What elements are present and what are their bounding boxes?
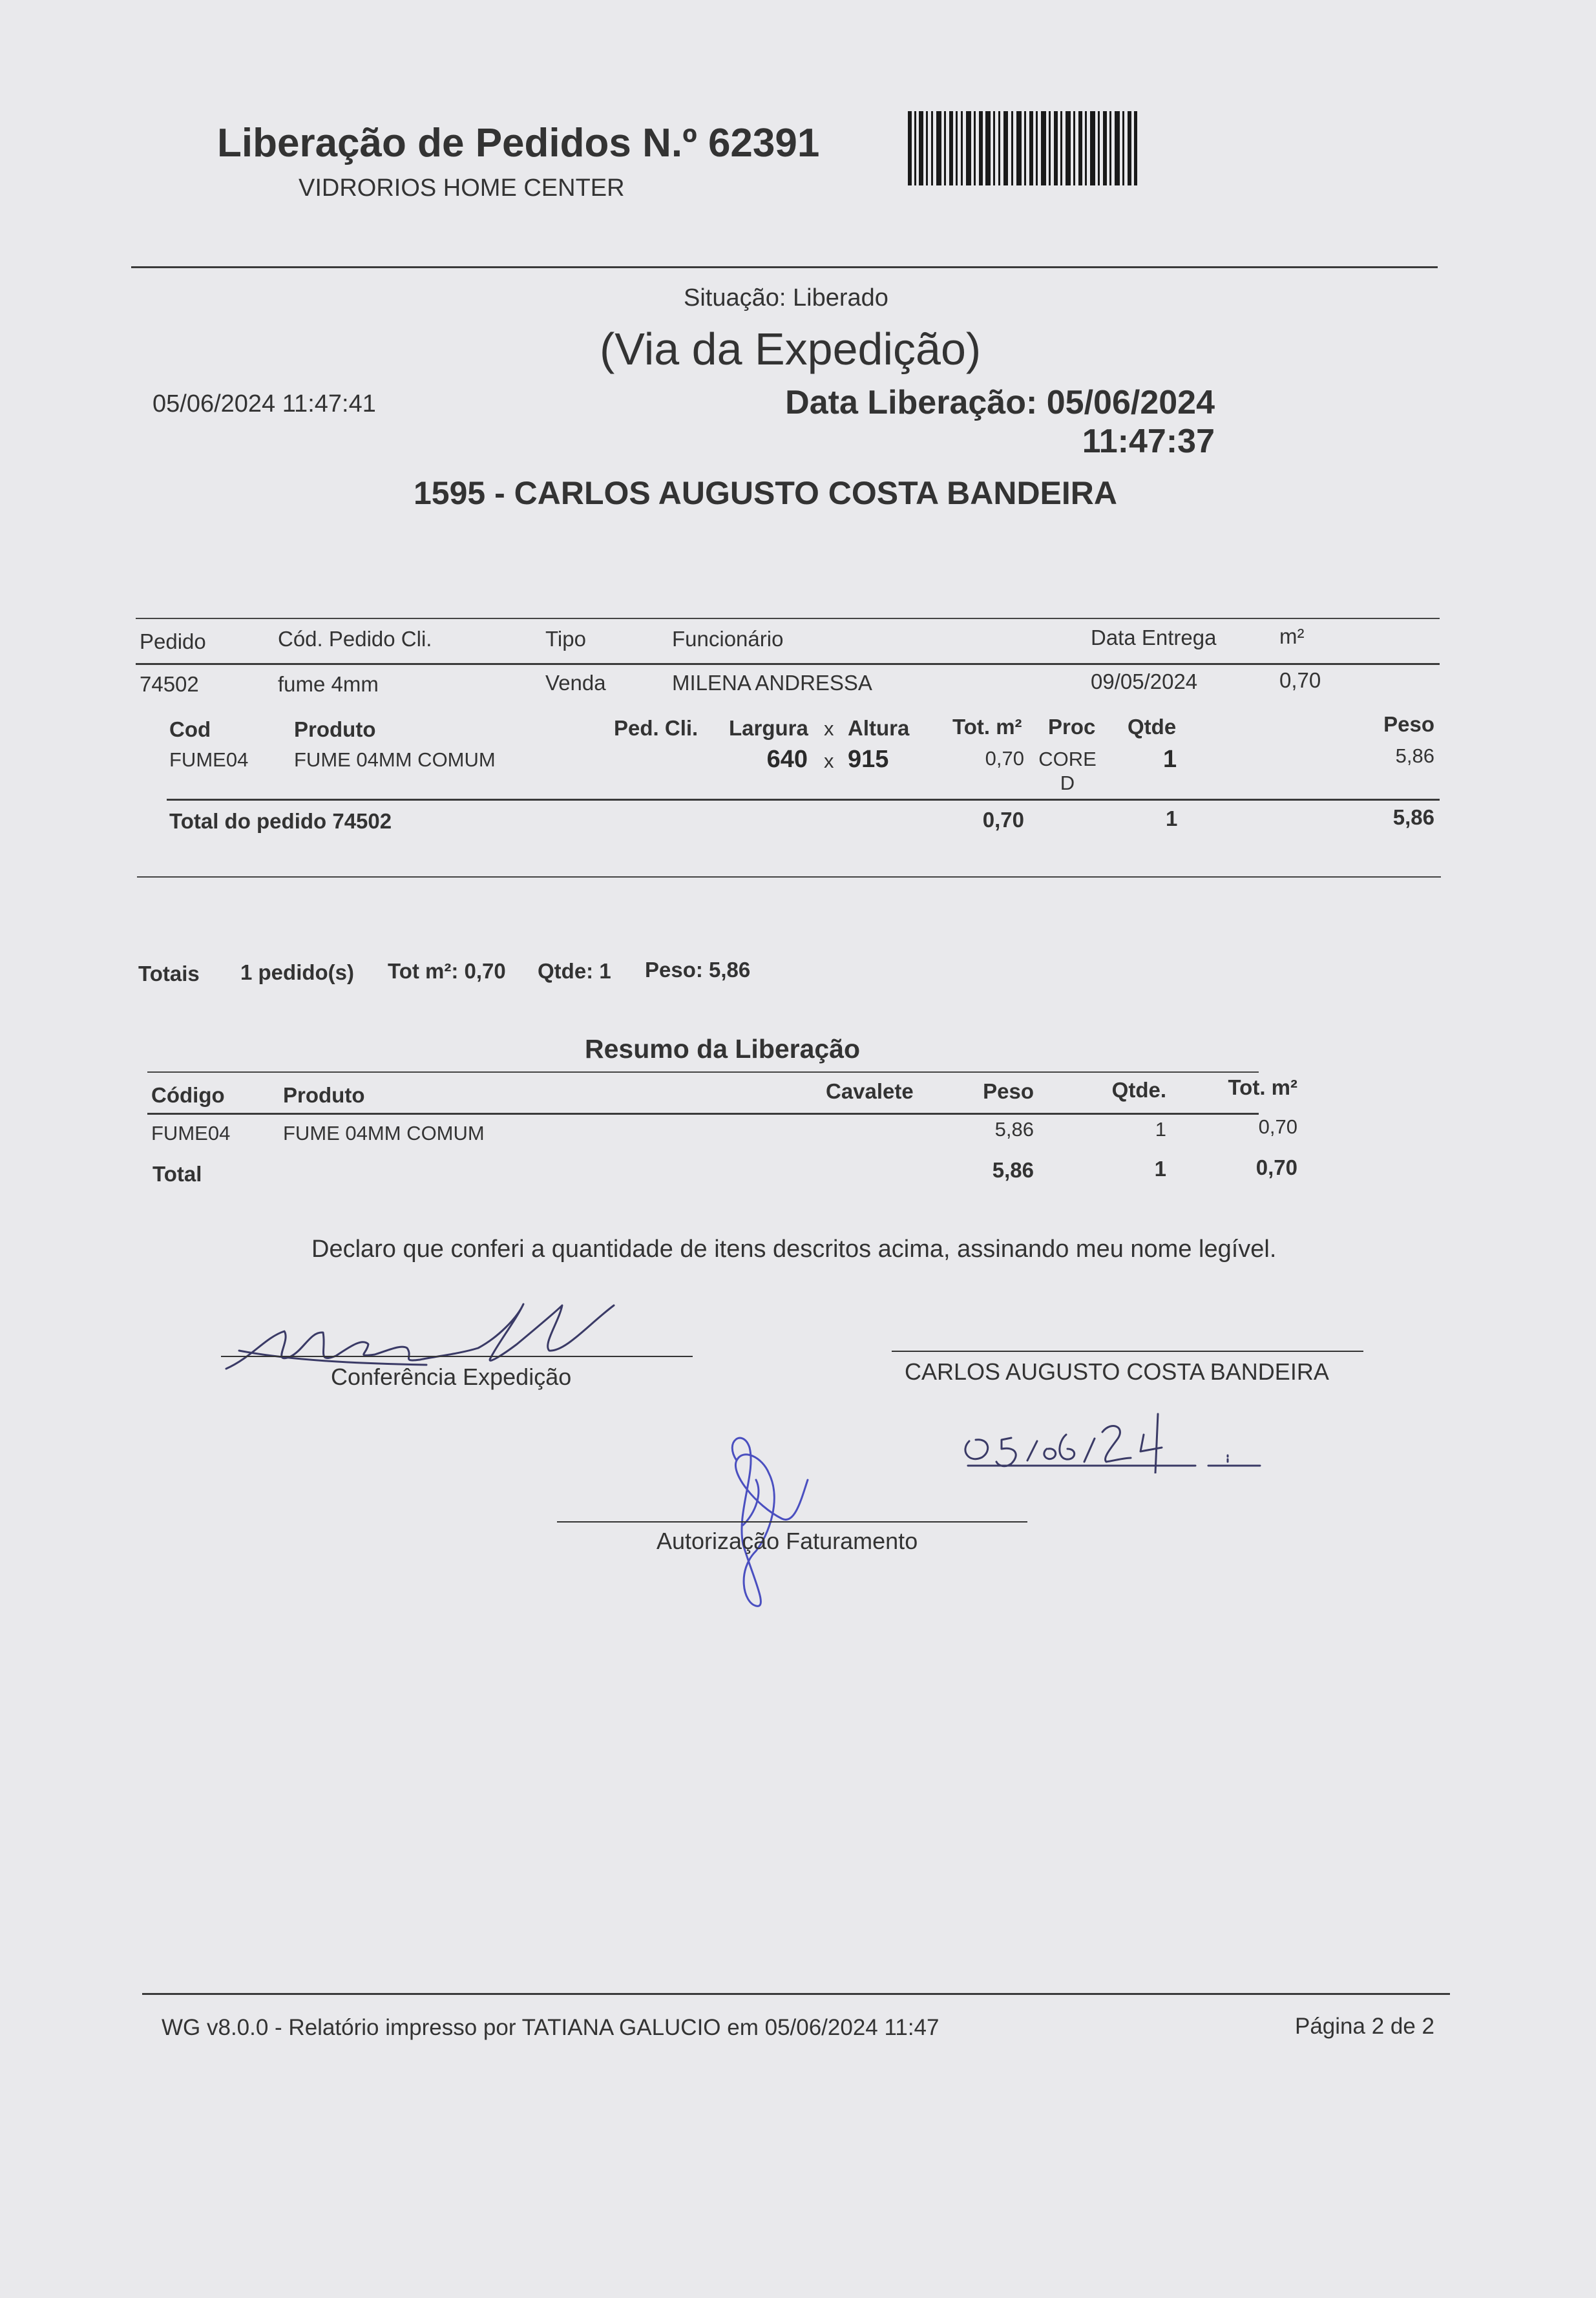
- order-table-header-rule: [136, 663, 1440, 665]
- totals-label: Totais: [138, 962, 200, 986]
- item-x: x: [824, 750, 834, 772]
- col-produto: Produto: [294, 717, 376, 741]
- client-name: 1595 - CARLOS AUGUSTO COSTA BANDEIRA: [414, 475, 1118, 511]
- summary-total-label: Total: [152, 1162, 202, 1186]
- order-number: 74502: [140, 672, 199, 696]
- order-type: Venda: [545, 671, 606, 695]
- order-total-m2: 0,70: [982, 808, 1024, 832]
- totals-orders: 1 pedido(s): [240, 960, 355, 984]
- col-ped-cli: Ped. Cli.: [614, 716, 698, 740]
- release-date-label: Data Liberação: 05/06/2024: [785, 384, 1215, 421]
- print-timestamp: 05/06/2024 11:47:41: [152, 390, 376, 417]
- item-proc-line2: D: [1060, 772, 1075, 795]
- summary-col-cavalete: Cavalete: [826, 1079, 914, 1103]
- authorization-signature: [717, 1422, 821, 1616]
- header-divider: [131, 266, 1438, 268]
- col-m2: m²: [1279, 624, 1305, 648]
- summary-row-peso: 5,86: [994, 1118, 1034, 1141]
- summary-total-peso: 5,86: [992, 1158, 1034, 1182]
- summary-row-tot-m2: 0,70: [1258, 1115, 1297, 1138]
- copy-type: (Via da Expedição): [600, 324, 982, 374]
- col-tipo: Tipo: [545, 627, 586, 651]
- col-cod-pedido-cli: Cód. Pedido Cli.: [278, 627, 432, 651]
- summary-header-rule: [147, 1113, 1259, 1115]
- col-pedido: Pedido: [140, 629, 206, 653]
- client-signature-line: [892, 1351, 1363, 1352]
- order-total-peso: 5,86: [1392, 805, 1434, 829]
- order-table-top-rule: [136, 618, 1440, 619]
- expedition-signature-label: Conferência Expedição: [331, 1364, 572, 1390]
- summary-col-codigo: Código: [151, 1083, 225, 1107]
- item-proc: [1036, 747, 1098, 795]
- col-qtde: Qtde: [1128, 715, 1177, 739]
- footer-divider: [142, 1993, 1450, 1995]
- totals-m2: Tot m²: 0,70: [388, 959, 506, 983]
- summary-row-codigo: FUME04: [151, 1122, 231, 1144]
- company-name: VIDRORIOS HOME CENTER: [299, 174, 625, 202]
- col-funcionario: Funcionário: [672, 627, 784, 651]
- order-m2: 0,70: [1279, 668, 1321, 692]
- item-tot-m2: 0,70: [985, 747, 1024, 770]
- declaration-text: Declaro que conferi a quantidade de itens descritos acima, assinando meu nome legível.: [311, 1236, 1277, 1263]
- client-signature-label: CARLOS AUGUSTO COSTA BANDEIRA: [905, 1358, 1329, 1385]
- authorization-signature-line: [557, 1521, 1027, 1523]
- document-title: Liberação de Pedidos N.º 62391: [217, 121, 820, 165]
- item-cod: FUME04: [169, 748, 249, 771]
- item-total-rule: [167, 799, 1440, 801]
- order-bottom-rule: [137, 876, 1441, 878]
- summary-title: Resumo da Liberação: [585, 1034, 861, 1064]
- release-date: [646, 384, 1215, 461]
- item-proc-line1: CORE: [1038, 748, 1097, 770]
- summary-col-peso: Peso: [983, 1079, 1034, 1103]
- item-peso: 5,86: [1395, 744, 1434, 767]
- item-altura: 915: [848, 746, 889, 773]
- client-order-code: fume 4mm: [278, 672, 379, 696]
- summary-total-tot-m2: 0,70: [1255, 1155, 1297, 1179]
- status-label: Situação: Liberado: [684, 284, 888, 311]
- col-cod: Cod: [169, 717, 211, 741]
- summary-row-qtde: 1: [1155, 1118, 1166, 1141]
- barcode: [908, 111, 1137, 185]
- col-largura: Largura: [729, 716, 808, 740]
- col-data-entrega: Data Entrega: [1091, 626, 1217, 649]
- summary-col-qtde: Qtde.: [1111, 1078, 1166, 1102]
- col-tot-m2: Tot. m²: [952, 715, 1022, 739]
- summary-row-produto: FUME 04MM COMUM: [283, 1122, 485, 1144]
- authorization-signature-label: Autorização Faturamento: [656, 1528, 918, 1554]
- totals-qtde: Qtde: 1: [538, 959, 611, 983]
- footer-page-number: Página 2 de 2: [1295, 2014, 1435, 2039]
- item-produto: FUME 04MM COMUM: [294, 748, 496, 771]
- summary-col-tot-m2: Tot. m²: [1228, 1075, 1297, 1099]
- footer-printed-by: WG v8.0.0 - Relatório impresso por TATIANA GALUCIO em 05/06/2024 11:47: [162, 2015, 940, 2040]
- order-total-label: Total do pedido 74502: [169, 809, 392, 833]
- order-total-qtde: 1: [1166, 806, 1178, 830]
- handwritten-date: [956, 1402, 1318, 1473]
- expedition-signature-line: [221, 1356, 693, 1357]
- totals-peso: Peso: 5,86: [645, 958, 751, 982]
- item-largura: 640: [766, 746, 808, 773]
- col-peso: Peso: [1383, 712, 1434, 736]
- delivery-date: 09/05/2024: [1091, 669, 1198, 693]
- summary-total-qtde: 1: [1154, 1157, 1166, 1181]
- release-time: 11:47:37: [1082, 422, 1215, 460]
- summary-top-rule: [147, 1071, 1259, 1073]
- employee: MILENA ANDRESSA: [672, 671, 872, 695]
- col-altura: Altura: [848, 716, 910, 740]
- col-proc: Proc: [1048, 715, 1096, 739]
- col-x: x: [824, 717, 834, 740]
- summary-col-produto: Produto: [283, 1083, 365, 1107]
- item-qtde: 1: [1163, 746, 1177, 773]
